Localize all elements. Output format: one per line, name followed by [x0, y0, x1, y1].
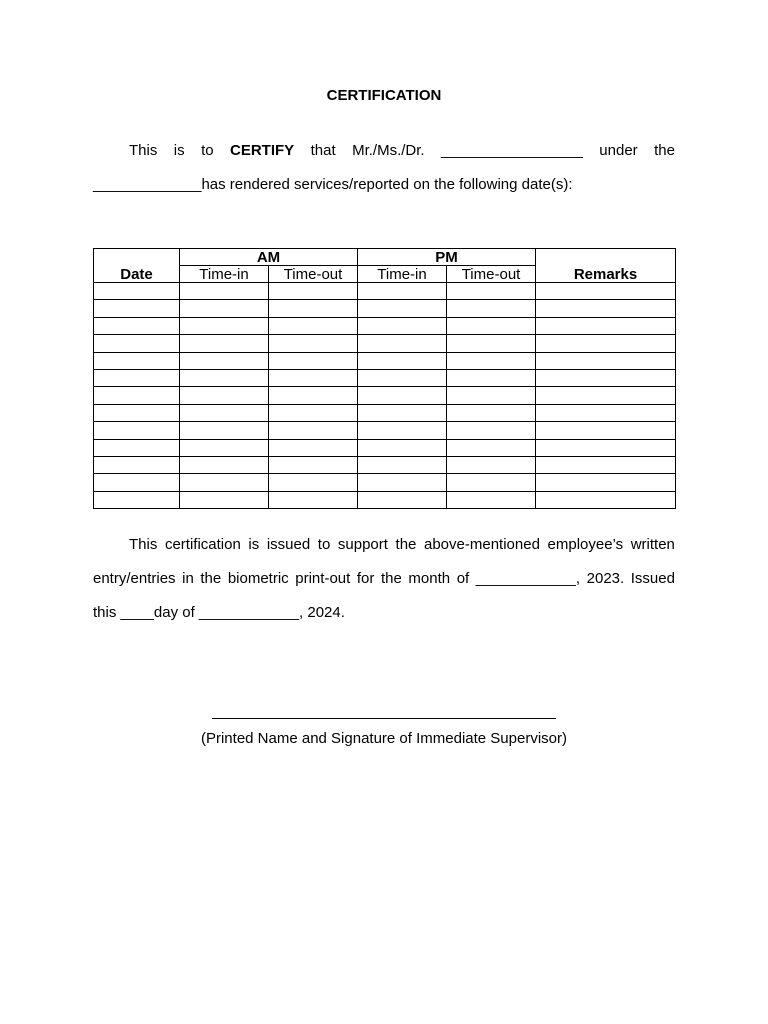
- intro-word: the: [654, 142, 675, 159]
- table-row: [94, 317, 676, 334]
- intro-word: is: [173, 142, 185, 159]
- closing-word: certification: [164, 536, 241, 553]
- am-header: AM: [180, 249, 358, 266]
- closing-word: month: [408, 570, 451, 587]
- attendance-table: [93, 248, 676, 509]
- pm-time-in-header: Time-in: [358, 266, 447, 283]
- table-row: [94, 369, 676, 386]
- closing-word: is: [248, 536, 260, 553]
- closing-word: entry/entries: [93, 570, 176, 587]
- table-row: [94, 439, 676, 456]
- intro-word: This: [129, 142, 158, 159]
- closing-word: for: [356, 570, 375, 587]
- table-row: [94, 300, 676, 317]
- signature-line: [212, 718, 556, 719]
- closing-word: written: [630, 536, 675, 553]
- closing-word: the: [380, 570, 402, 587]
- name-blank: _________________: [441, 142, 583, 159]
- intro-word: to: [201, 142, 214, 159]
- am-time-out-header: Time-out: [269, 266, 358, 283]
- closing-word: print-out: [295, 570, 351, 587]
- table-row: [94, 422, 676, 439]
- closing-word: above-mentioned: [424, 536, 540, 553]
- closing-line-3: this ____day of ____________, 2024.: [93, 604, 345, 621]
- closing-word: Issued: [630, 570, 675, 587]
- pm-header: PM: [358, 249, 536, 266]
- remarks-header: Remarks: [536, 249, 676, 283]
- signature-caption: (Printed Name and Signature of Immediate Supervisor): [200, 730, 567, 747]
- table-row: [94, 474, 676, 491]
- closing-line-1: [93, 535, 675, 555]
- closing-line-2: [93, 569, 675, 589]
- closing-word: the: [200, 570, 222, 587]
- table-row: [94, 335, 676, 352]
- table-row: [94, 387, 676, 404]
- closing-word: of: [456, 570, 470, 587]
- intro-word: that: [310, 142, 336, 159]
- closing-word: to: [317, 536, 331, 553]
- table-row: [94, 283, 676, 300]
- closing-word: the: [395, 536, 417, 553]
- document-title: CERTIFICATION: [326, 87, 442, 104]
- closing-word: employee’s: [547, 536, 624, 553]
- table-row: [94, 491, 676, 508]
- intro-word: under: [599, 142, 638, 159]
- intro-word: Mr./Ms./Dr.: [352, 142, 425, 159]
- table-row: [94, 456, 676, 473]
- closing-word: biometric: [227, 570, 289, 587]
- closing-word: issued: [266, 536, 311, 553]
- table-row: [94, 352, 676, 369]
- certify-word: CERTIFY: [230, 142, 295, 159]
- am-time-in-header: Time-in: [180, 266, 269, 283]
- closing-word: in: [182, 570, 194, 587]
- date-header: Date: [94, 249, 180, 283]
- closing-word: 2023.: [586, 570, 625, 587]
- month-blank: ____________,: [475, 570, 581, 587]
- pm-time-out-header: Time-out: [447, 266, 536, 283]
- intro-line-1: [93, 141, 675, 161]
- closing-word: support: [337, 536, 388, 553]
- closing-word: This: [129, 536, 158, 553]
- intro-line-2: _____________has rendered services/reported on the following date(s):: [93, 176, 573, 193]
- table-row: [94, 404, 676, 421]
